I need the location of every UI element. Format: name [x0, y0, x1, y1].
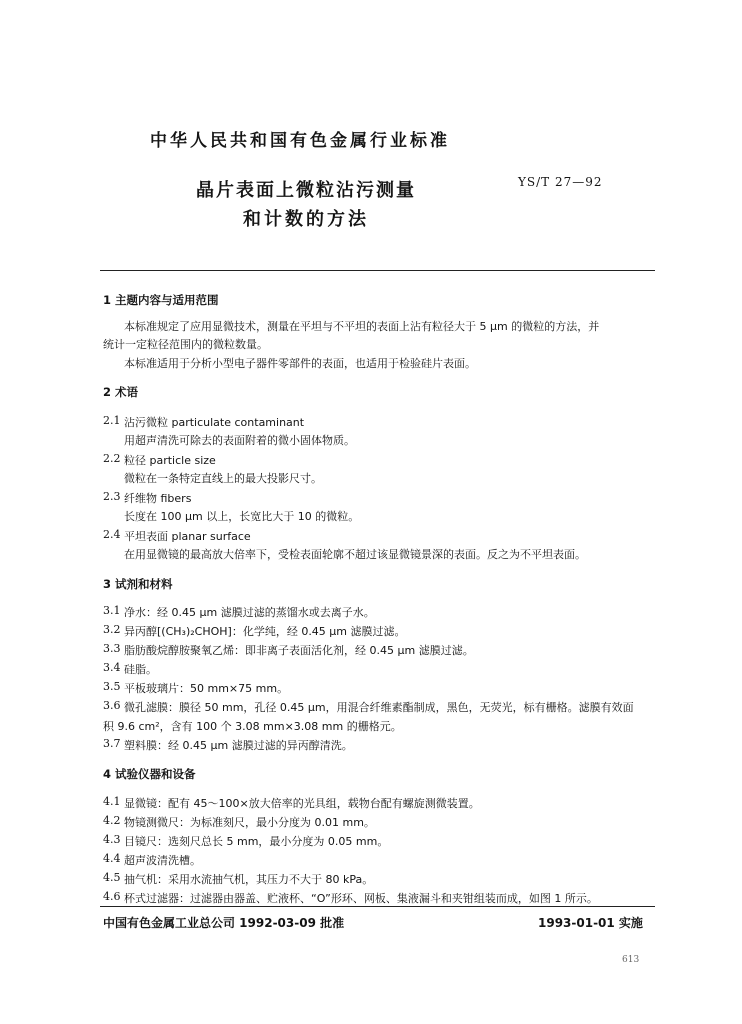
item-3-4-text: 硅脂。: [124, 663, 157, 676]
item-3-1-text: 净水：经 0.45 μm 滤膜过滤的蒸馏水或去离子水。: [124, 606, 375, 619]
item-4-3-number: 4.3: [103, 833, 121, 846]
item-3-7-number: 3.7: [103, 737, 121, 750]
item-3-5-number: 3.5: [103, 680, 121, 693]
term-2-3-title: 纤维物 fibers: [124, 492, 192, 505]
document-title-line1: 晶片表面上微粒沾污测量: [196, 180, 416, 201]
item-3-3-number: 3.3: [103, 642, 121, 655]
item-3-6-text-continued: 积 9.6 cm²，含有 100 个 3.08 mm×3.08 mm 的栅格元。: [103, 720, 402, 733]
term-2-2-number: 2.2: [103, 452, 121, 465]
term-2-2-description: 微粒在一条特定直线上的最大投影尺寸。: [124, 472, 322, 485]
standard-code: YS/T 27—92: [518, 175, 603, 189]
document-title-line2: 和计数的方法: [243, 209, 369, 230]
item-4-4-number: 4.4: [103, 852, 121, 865]
term-2-4-number: 2.4: [103, 528, 121, 541]
term-2-3-description: 长度在 100 μm 以上，长宽比大于 10 的微粒。: [124, 510, 360, 523]
section-1-paragraph-2: 本标准适用于分析小型电子器件零部件的表面，也适用于检验硅片表面。: [124, 357, 476, 370]
item-3-7-text: 塑料膜：经 0.45 μm 滤膜过滤的异丙醇清洗。: [124, 739, 353, 752]
item-3-1-number: 3.1: [103, 604, 121, 617]
term-2-4-title: 平坦表面 planar surface: [124, 530, 251, 543]
section-1-heading: 1 主题内容与适用范围: [103, 293, 219, 307]
section-1-paragraph-1-line-1: 本标准规定了应用显微技术，测量在平坦与不平坦的表面上沾有粒径大于 5 μm 的微粒的方法，并: [124, 320, 600, 333]
section-3-heading: 3 试剂和材料: [103, 577, 173, 591]
item-3-4-number: 3.4: [103, 661, 121, 674]
item-4-3-text: 目镜尺：选刻尺总长 5 mm，最小分度为 0.05 mm。: [124, 835, 389, 848]
item-4-1-number: 4.1: [103, 795, 121, 808]
term-2-1-number: 2.1: [103, 414, 121, 427]
item-3-6-text: 微孔滤膜：膜径 50 mm，孔径 0.45 μm，用混合纤维素酯制成，黑色，无荧光，标有栅格。滤膜有效面: [124, 701, 634, 714]
item-4-5-text: 抽气机：采用水流抽气机，其压力不大于 80 kPa。: [124, 873, 374, 886]
page-number: 613: [622, 955, 640, 965]
item-4-2-number: 4.2: [103, 814, 121, 827]
term-2-3-number: 2.3: [103, 490, 121, 503]
term-2-1-title: 沾污微粒 particulate contaminant: [124, 416, 305, 429]
term-2-1-description: 用超声清洗可除去的表面附着的微小固体物质。: [124, 434, 355, 447]
item-4-5-number: 4.5: [103, 871, 121, 884]
section-4-heading: 4 试验仪器和设备: [103, 767, 196, 781]
section-1-paragraph-1-line-2: 统计一定粒径范围内的微粒数量。: [103, 338, 268, 351]
item-4-1-text: 显微镜：配有 45～100×放大倍率的光具组，载物台配有螺旋测微装置。: [124, 797, 480, 810]
header-divider: [100, 270, 655, 271]
section-2-heading: 2 术语: [103, 385, 139, 399]
implementation-date: 1993-01-01 实施: [538, 916, 643, 930]
item-3-2-text: 异丙醇[(CH₃)₂CHOH]：化学纯，经 0.45 μm 滤膜过滤。: [124, 625, 406, 638]
term-2-4-description: 在用显微镜的最高放大倍率下，受检表面轮廓不超过该显微镜景深的表面。反之为不平坦表面。: [124, 548, 586, 561]
item-4-6-text: 杯式过滤器：过滤器由器盖、贮液杯、“O”形环、网板、集液漏斗和夹钳组装而成，如图 1 所示。: [124, 892, 598, 905]
approval-line: 中国有色金属工业总公司 1992-03-09 批准: [103, 916, 345, 930]
item-3-6-number: 3.6: [103, 699, 121, 712]
item-4-2-text: 物镜测微尺：为标准刻尺，最小分度为 0.01 mm。: [124, 816, 375, 829]
item-4-6-number: 4.6: [103, 890, 121, 903]
item-3-3-text: 脂肪酸烷醇胺聚氧乙烯：即非离子表面活化剂，经 0.45 μm 滤膜过滤。: [124, 644, 474, 657]
footer-divider: [100, 906, 655, 907]
term-2-2-title: 粒径 particle size: [124, 454, 216, 467]
item-3-5-text: 平板玻璃片：50 mm×75 mm。: [124, 682, 289, 695]
standard-title: 中华人民共和国有色金属行业标准: [150, 131, 450, 151]
item-4-4-text: 超声波清洗槽。: [124, 854, 201, 867]
item-3-2-number: 3.2: [103, 623, 121, 636]
